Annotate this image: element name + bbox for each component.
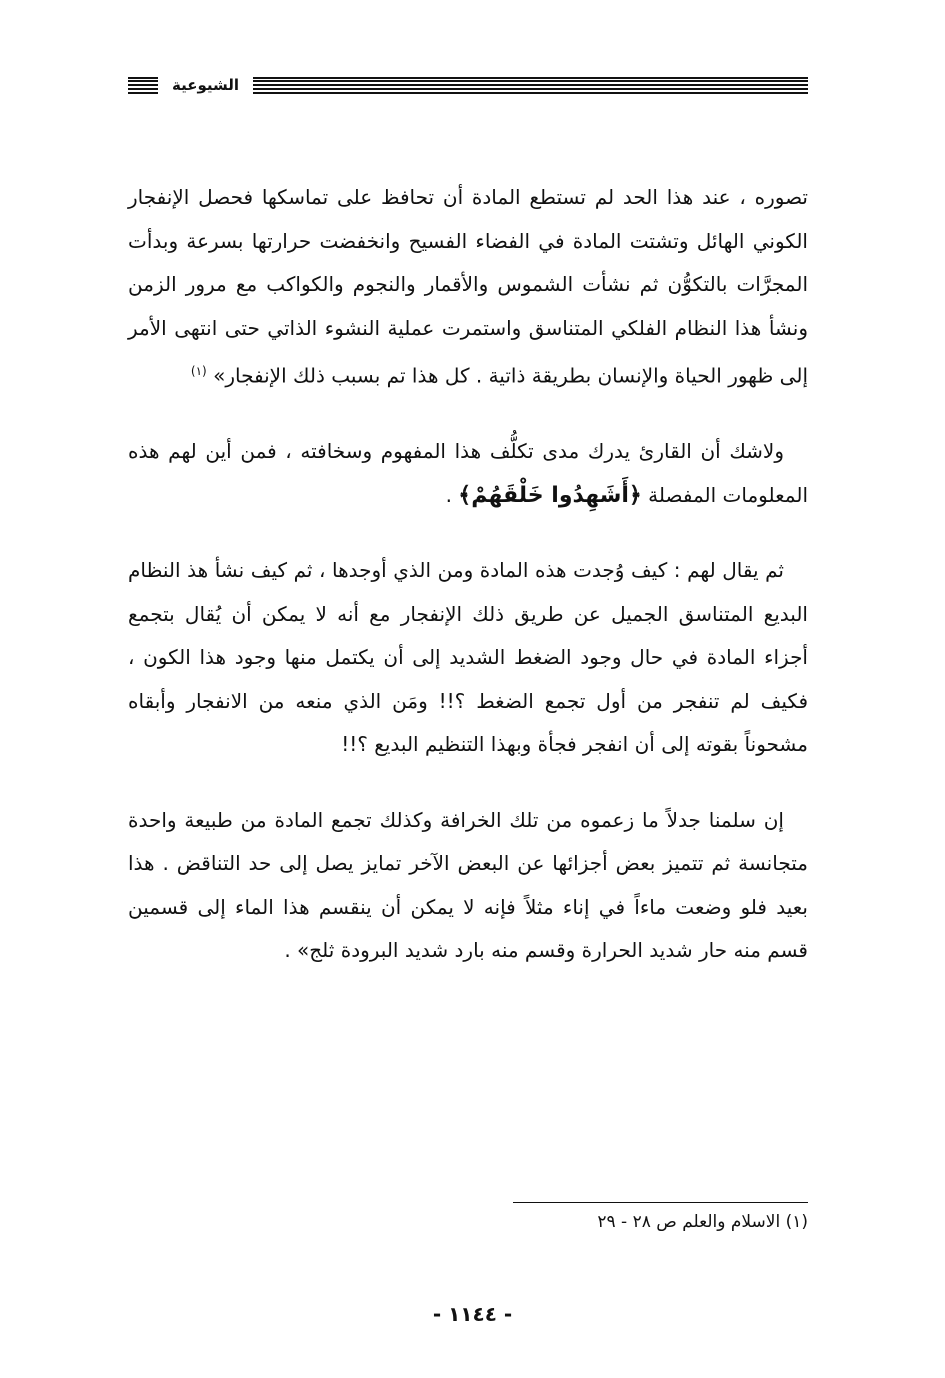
running-header	[128, 70, 808, 100]
header-rule-left	[128, 77, 158, 94]
header-title: الشيوعية	[172, 76, 240, 94]
footnote-marker: (١)	[190, 364, 207, 378]
page-number: - ١١٤٤ -	[432, 1302, 513, 1326]
paragraph-1	[128, 176, 808, 398]
footnote-divider	[513, 1202, 808, 1203]
page-body	[128, 176, 808, 1005]
paragraph-3: ثم يقال لهم : كيف وُجدت هذه المادة ومن الذي أوجدها ، ثم كيف نشأ هذ النظام البديع المتناسق الجميل عن طريق ذلك الإنفجار مع أنه لا يمكن أن يُقال بتجمع أجزاء المادة في حال وجود الضغط الشديد إلى أن يكتمل منها وجود هذا الكون ، فكيف لم تنفجر من أول تجمع الضغط ؟!! ومَن الذي منعه من الانفجار وأبقاه مشحوناً بقوته إلى أن انفجر فجأة وبهذا التنظيم البديع ؟!!	[128, 558, 808, 757]
paragraph-2	[128, 430, 808, 517]
paragraph-1-text: تصوره ، عند هذا الحد لم تستطع المادة أن تحافظ على تماسكها فحصل الإنفجار الكوني الهائل وتشتت المادة في الفضاء الفسيح وانخفضت حرارتها بسرعة وبدأت المجرَّات بالتكوُّن ثم نشأت الشموس والأقمار والنجوم والكواكب مع مرور الزمن ونشأ هذا النظام الفلكي المتناسق واستمرت عملية النشوء الذاتي حتى انتهى الأمر إلى ظهور الحياة والإنسان بطريقة ذاتية . كل هذا تم بسبب ذلك الإنفجار»	[128, 185, 808, 388]
footnote: (١) الاسلام والعلم ص ٢٨ - ٢٩	[597, 1212, 808, 1232]
paragraph-2-text: ولاشك أن القارئ يدرك مدى تكلُّف هذا المفهوم وسخافته ، فمن أين لهم هذه المعلومات المفصلة	[128, 439, 808, 507]
quran-verse: ﴿أَشَهِدُوا خَلْقَهُمْ﴾	[458, 482, 642, 508]
paragraph-4: إن سلمنا جدلاً ما زعموه من تلك الخرافة وكذلك تجمع المادة من طبيعة واحدة متجانسة ثم تتميز بعض أجزائها عن البعض الآخر تمايز يصل إلى حد التناقض . هذا بعيد فلو وضعت ماءاً في إناء مثلاً فإنه لا يمكن أن ينقسم هذا الماء إلى قسمين قسم منه حار شديد الحرارة وقسم منه بارد شديد البرودة ثلج» .	[128, 807, 808, 963]
header-rule-right	[253, 77, 808, 94]
paragraph-2-end: .	[445, 482, 459, 507]
